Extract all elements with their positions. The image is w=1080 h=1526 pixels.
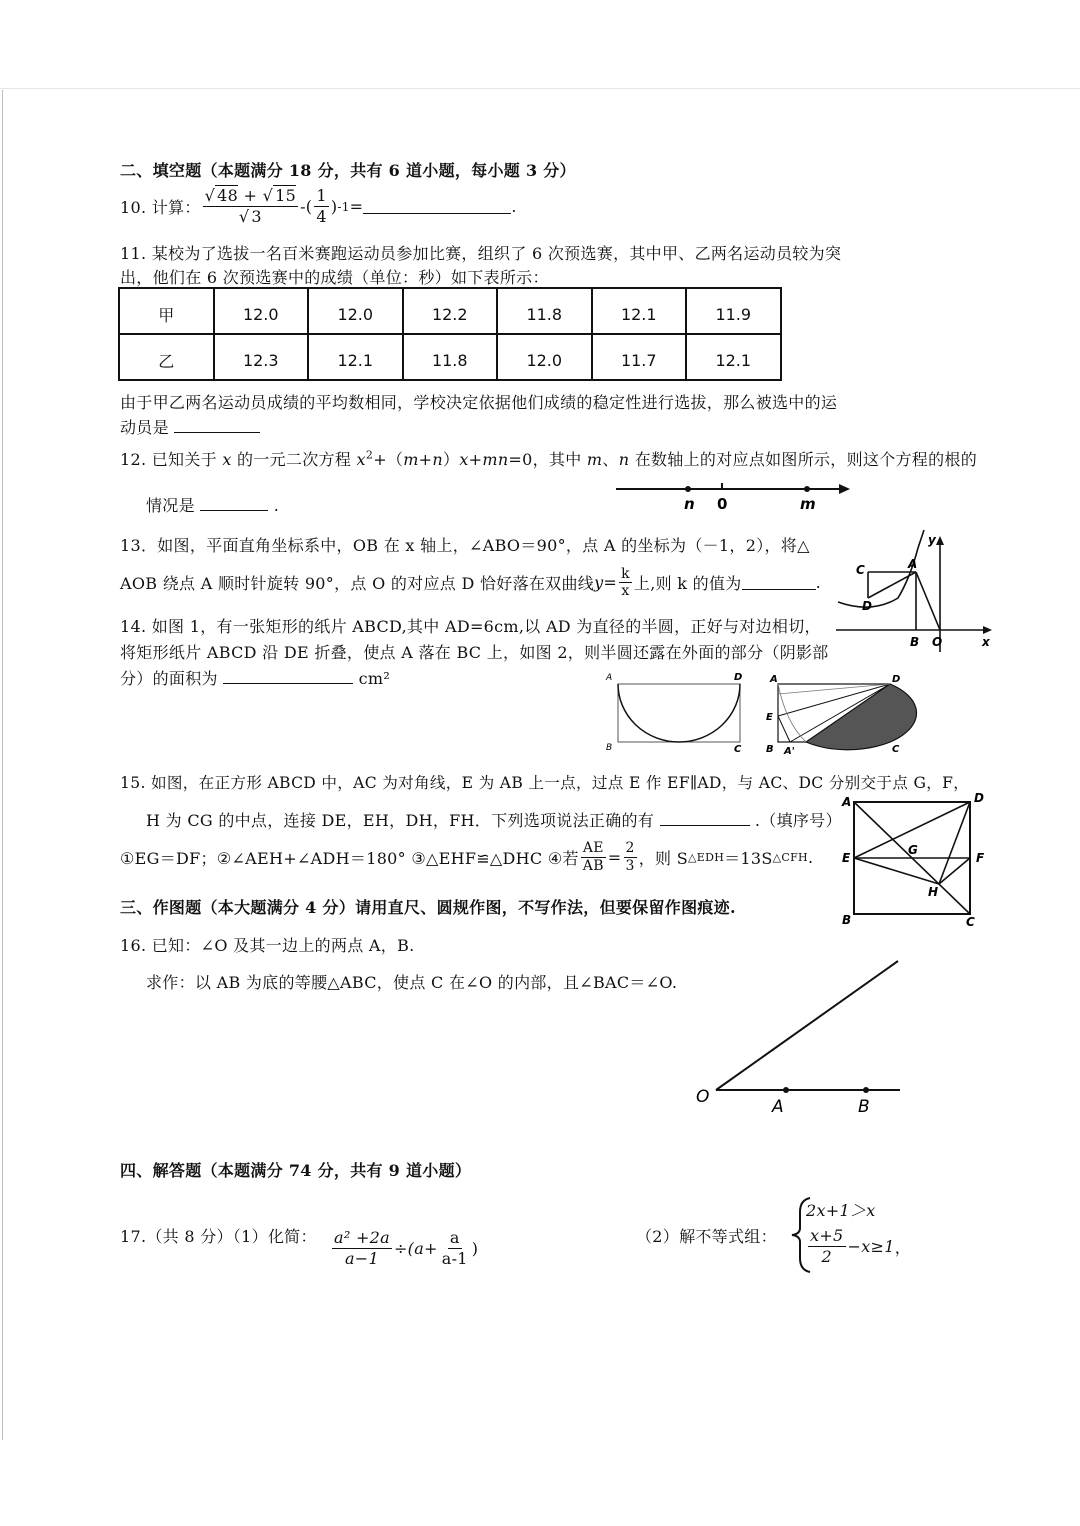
label-O: O [696,1087,710,1107]
q10-radicand-2: 15 [275,186,297,205]
q10-main-fraction [203,186,298,227]
q13-y-equals: y= [594,573,618,592]
q16-line-2: 求作：以 AB 为底的等腰△ABC，使点 C 在∠O 的内部，且∠BAC＝∠O. [146,973,678,992]
table-row [119,334,781,380]
table-cell: 11.8 [403,334,498,380]
q10-answer-blank[interactable] [363,199,511,214]
q17-close: ) [471,1239,479,1258]
q15-ratio-two-thirds [624,840,637,875]
label-D: D [974,791,984,805]
table-row [119,288,781,334]
q15-text-13s: ＝13S [724,849,773,868]
q17-divide: ÷(a+ [393,1239,438,1258]
q15-square-figure [836,788,996,932]
q15-ae: AE [582,840,604,856]
q12-line-2 [146,493,279,516]
label-B: B [858,1097,870,1117]
q17-fraction-1 [332,1228,392,1269]
fig2-label-A: A [770,674,778,685]
question-10 [120,186,517,227]
q13-answer-blank[interactable] [742,575,816,590]
q17-inequality-1: 2x+1＞x [806,1201,876,1220]
sqrt-sign [205,186,216,205]
q12-xmn: x+mn [459,450,509,469]
q15-eq: = [607,848,622,867]
q11-answer-blank[interactable] [174,418,260,433]
q15-options-text: ①EG＝DF；②∠AEH+∠ADH＝180° ③△EHF≌△DHC ④若 [120,849,579,868]
q15-ratio-ae-ab [581,840,606,875]
fig2-label-D: D [892,674,901,685]
label-A: A [772,1097,784,1117]
q17-inequality-2 [806,1226,911,1267]
q12-text-c: +（ [373,450,404,469]
label-m: m [800,495,816,513]
q13-text-a: AOB 绕点 A 顺时针旋转 90°，点 O 的对应点 D 恰好落在双曲线 [120,574,595,593]
table-cell: 12.0 [308,288,403,334]
fig1-semicircle [618,684,740,742]
x-axis-arrow [983,626,992,634]
q13-period: . [815,573,821,592]
label-C: C [966,915,975,929]
q13-k: k [621,566,630,582]
q13-line-1: 13．如图，平面直角坐标系中，OB 在 x 轴上，∠ABO＝90°，点 A 的坐标为（－1，2），将△ [120,536,810,555]
q15-three: 3 [625,858,635,874]
q15-text-a: H 为 CG 的中点，连接 DE，EH，DH，FH．下列选项说法正确的有 [146,811,655,830]
q15-sub-edh: △EDH [687,851,725,864]
q12-var-x2: x [356,450,366,469]
q14-text-line3: 分）的面积为 [120,669,218,688]
fig1-label-D: D [734,672,743,683]
q12-var-m: m [586,450,603,469]
q13-line-2 [120,566,821,599]
q17-part-1-label: 17.（共 8 分）（1）化简： [120,1227,317,1246]
q15-sub-cfh: △CFH [772,851,808,864]
q12-text-line2: 情况是 [146,496,195,515]
q17-den3: 2 [821,1247,832,1266]
fig1-label-A: A [606,673,613,683]
label-E: E [842,851,851,865]
page-top-border [0,88,1080,89]
label-O: O [932,635,943,649]
q12-answer-blank[interactable] [200,496,268,511]
label-H: H [928,885,939,899]
sqrt-sign [239,207,250,226]
q15-period: . [807,848,814,867]
page-left-border [2,90,3,1440]
point-B [863,1087,869,1093]
q12-line-1 [120,447,977,470]
label-A: A [842,795,852,809]
q17-den1: a−1 [344,1249,379,1268]
q14-line-1: 14. 如图 1，有一张矩形的纸片 ABCD,其中 AD=6cm,以 AD 为直径的半圆，正好与对边相切， [120,617,821,636]
q15-line-1: 15. 如图，在正方形 ABCD 中，AC 为对角线，E 为 AB 上一点，过点 E 作 EF∥AD，与 AC、DC 分别交于点 G，F， [120,774,970,792]
fig1-label-C: C [734,744,742,755]
label-F: F [976,851,985,865]
table-cell: 11.7 [592,334,687,380]
table-cell: 12.1 [686,334,781,380]
q16-line-1: 16. 已知：∠O 及其一边上的两点 A，B. [120,936,415,955]
label-B: B [910,635,920,649]
table-cell-name: 甲 [119,288,214,334]
q12-text-a: 12. 已知关于 [120,450,217,469]
fig1-label-B: B [606,743,613,753]
q11-line-2: 出，他们在 6 次预选赛中的成绩（单位：秒）如下表所示： [120,268,549,287]
q15-text-b: .（填序号） [754,811,842,830]
label-G: G [908,843,918,857]
q10-quarter [314,186,328,227]
q15-answer-blank[interactable] [660,811,750,826]
q12-text-f: 在数轴上的对应点如图所示，则这个方程的根的 [634,450,978,469]
q17-fraction-3 [808,1226,846,1267]
section-3-title: 三、作图题（本大题满分 4 分）请用直尺、圆规作图，不写作法，但要保留作图痕迹. [120,898,736,917]
fig2-segment-EA [778,716,790,742]
q15-options [120,840,813,875]
q10-radicand-1: 48 [217,186,239,205]
table-cell: 11.8 [497,288,592,334]
q12-var-x: x [222,450,232,469]
table-cell: 11.9 [686,288,781,334]
q17-den2: a-1 [441,1249,468,1268]
q17-num2: a [449,1228,460,1247]
q17-expression-1 [330,1228,478,1269]
point-m [804,486,810,492]
q10-close: ) [330,197,338,216]
label-zero: 0 [717,495,728,513]
q14-figures [600,668,920,758]
q10-equals: = [349,197,364,216]
q15-ab: AB [582,858,604,874]
fig1-rectangle [618,684,740,742]
q10-period: . [511,197,517,216]
q10-plus: + [243,186,258,205]
label-y: y [928,533,936,547]
q17-fraction-2 [440,1228,470,1269]
table-cell: 12.1 [308,334,403,380]
label-C: C [856,563,865,577]
q14-answer-blank[interactable] [223,669,353,684]
table-cell: 12.0 [214,288,309,334]
table-cell: 12.3 [214,334,309,380]
q13-coordinate-figure [832,528,1000,656]
q10-denominator: 3 [251,207,262,226]
q16-angle-figure [690,955,920,1120]
table-cell-name: 乙 [119,334,214,380]
q10-minus: -( [300,197,313,216]
q13-text-b: 上,则 k 的值为 [633,574,742,593]
q17-part-2-label: （2）解不等式组： [636,1227,777,1246]
fig2-label-E: E [766,712,773,723]
table-cell: 12.0 [497,334,592,380]
q15-two: 2 [625,840,635,856]
section-4-title: 四、解答题（本题满分 74 分，共有 9 道小题） [120,1161,472,1180]
q12-period: . [273,496,280,515]
q10-frac-num: 1 [316,186,327,205]
q12-mn: m+n [403,450,443,469]
q11-line-4 [120,415,260,438]
q17-num3: x+5 [810,1226,844,1245]
number-line-arrow [839,484,850,494]
table-cell: 12.1 [592,288,687,334]
q12-text-e: =0，其中 [508,450,582,469]
label-n: n [684,495,695,513]
fig2-shaded-region [806,684,917,750]
number-line-figure [610,478,860,514]
fig2-label-A-prime: A' [784,746,795,757]
q11-line-3: 由于甲乙两名运动员成绩的平均数相同，学校决定依据他们成绩的稳定性进行选拔，那么被选中的运 [120,393,838,412]
q12-sup: 2 [365,448,374,462]
q17-ineq2-tail: −x≥1 [847,1237,895,1256]
q10-frac-den: 4 [316,207,327,226]
point-n [685,486,691,492]
y-axis-arrow [936,536,944,545]
q15-text-s: ，则 S [638,849,688,868]
segment-AO [916,572,940,630]
q10-power: -1 [337,199,350,214]
q11-line-1: 11. 某校为了选拔一名百米赛跑运动员参加比赛，组织了 6 次预选赛，其中甲、乙两名运动员较为突 [120,244,842,263]
q11-line-4-text: 动员是 [120,418,169,437]
point-A [783,1087,789,1093]
q10-number: 10. 计算： [120,198,201,217]
q15-line-2 [146,808,842,831]
q12-text-b: 的一元二次方程 [237,450,352,469]
fig2-label-C: C [892,744,900,755]
q12-sep: 、 [602,450,619,469]
section-2-title: 二、填空题（本题满分 18 分，共有 6 道小题，每小题 3 分） [120,161,576,180]
label-A: A [908,557,918,571]
q12-var-n: n [618,450,630,469]
label-D: D [862,599,872,613]
table-cell: 12.2 [403,288,498,334]
q14-unit: cm² [358,669,391,688]
segment-DA [868,572,916,598]
q17-num1: a² +2a [334,1228,390,1247]
score-table [118,287,782,381]
q12-text-d: ） [443,450,460,469]
q13-k-over-x [619,566,632,599]
sqrt-sign [263,186,274,205]
q14-line-2: 将矩形纸片 ABCD 沿 DE 折叠，使点 A 落在 BC 上，如图 2，则半圆还露在外面的部分（阴影部 [120,643,829,662]
q17-comma: ， [894,1238,912,1257]
label-B: B [842,913,852,927]
q13-x: x [621,583,630,599]
angle-side-upper [716,961,898,1090]
q14-line-3 [120,666,390,689]
fig2-label-B: B [766,744,774,755]
label-x: x [982,635,990,649]
